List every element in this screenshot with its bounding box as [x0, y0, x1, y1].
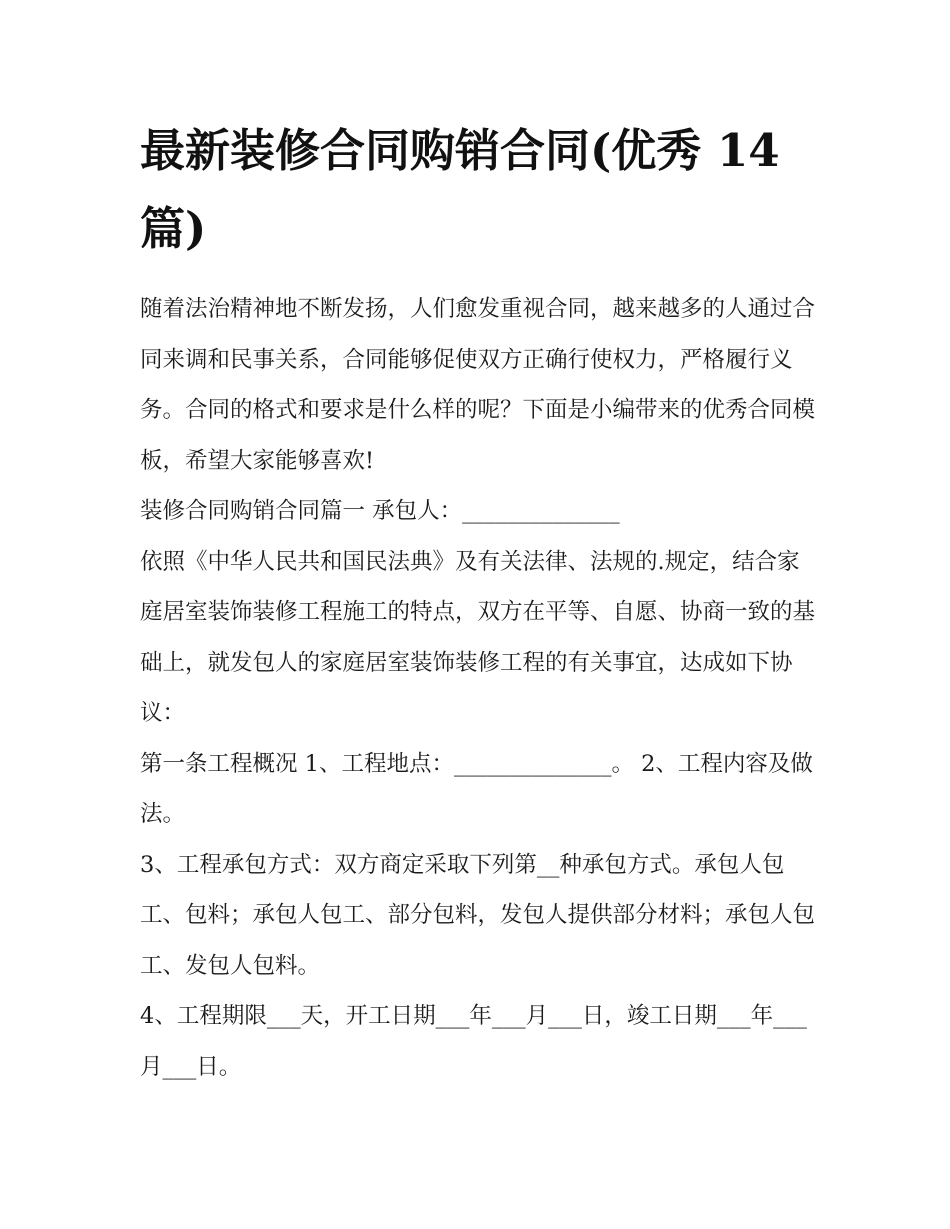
intro-paragraph: 随着法治精神地不断发扬，人们愈发重视合同，越来越多的人通过合同来调和民事关系，合同能够促使双方正确行使权力，严格履行义务。合同的格式和要求是什么样的呢？下面是小编带来的优秀合同模板，希望大家能够喜欢! — [140, 296, 816, 474]
contract-method-paragraph: 3、工程承包方式：双方商定采取下列第__种承包方式。承包人包工、包料；承包人包工、部分包料，发包人提供部分材料；承包人包工、发包人包料。 — [140, 851, 816, 979]
project-period-paragraph: 4、工程期限___天，开工日期___年___月___日，竣工日期___年___月___日。 — [140, 1003, 807, 1080]
legal-basis-paragraph: 依照《中华人民共和国民法典》及有关法律、法规的.规定，结合家庭居室装饰装修工程施工的特点，双方在平等、自愿、协商一致的基础上，就发包人的家庭居室装饰装修工程的有关事宜，达成如下协议： — [140, 548, 816, 726]
document-body — [140, 112, 820, 1092]
article-one-overview: 第一条工程概况 1、工程地点：______________。 2、工程内容及做法。 — [140, 750, 813, 827]
section-heading-contractor: 装修合同购销合同篇一 承包人：______________ — [140, 498, 620, 524]
document-title: 最新装修合同购销合同(优秀 14 篇) — [140, 124, 780, 255]
